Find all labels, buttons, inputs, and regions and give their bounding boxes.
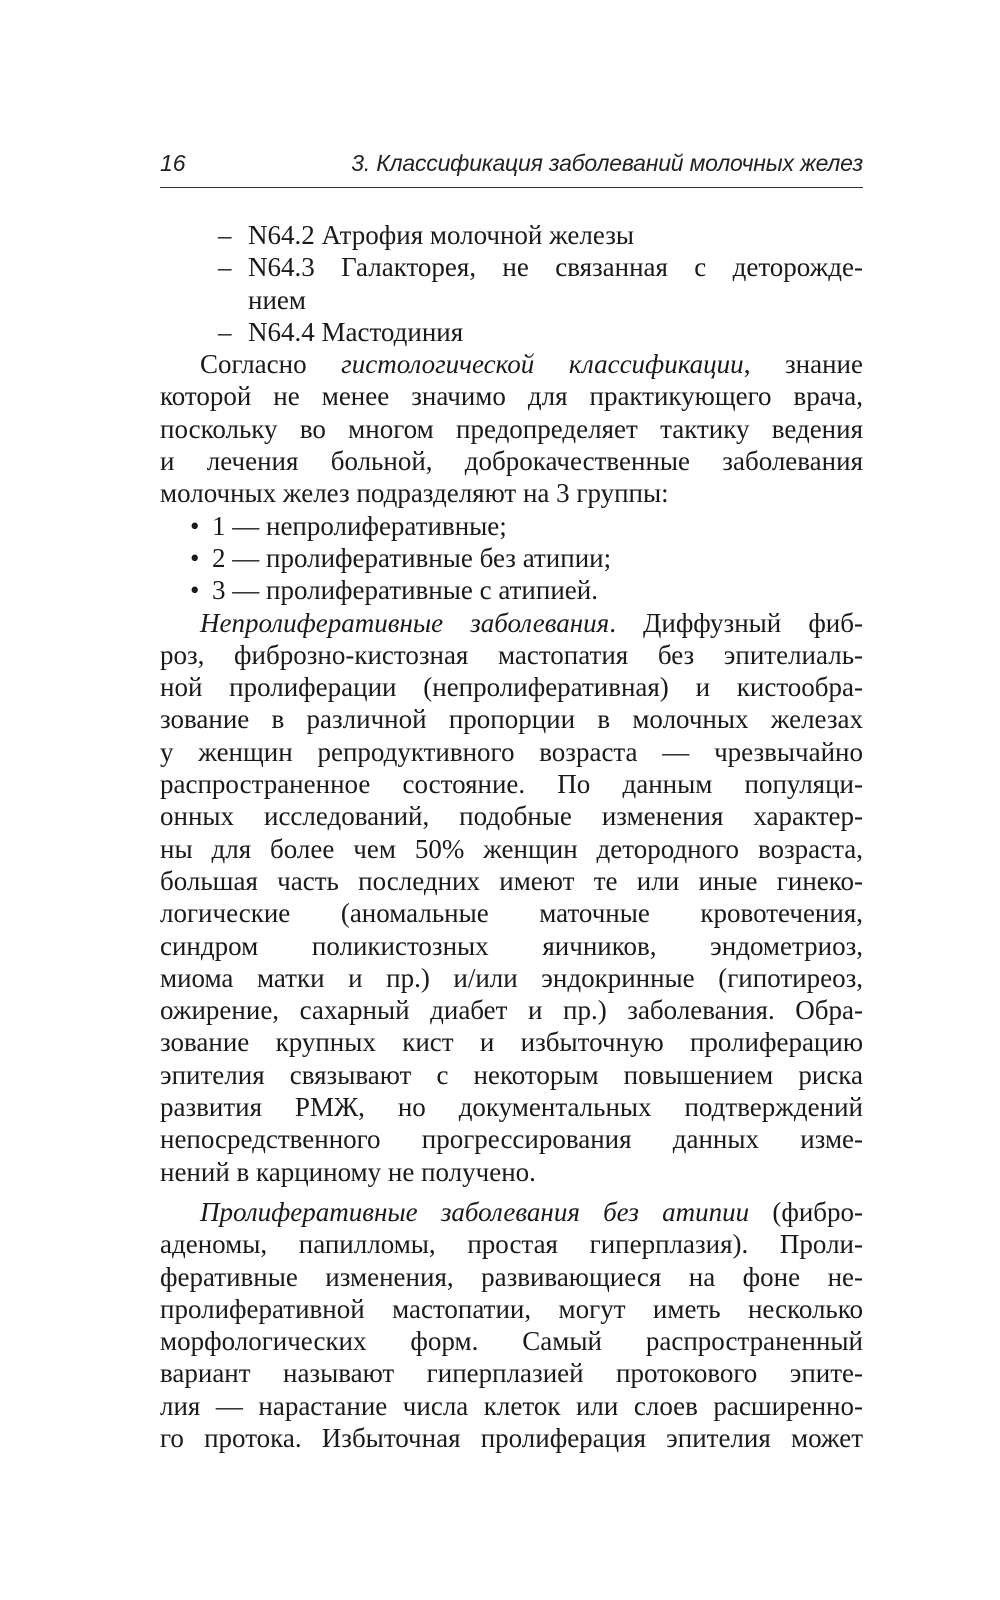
paragraph-line: и лечения больной, доброкачественные заболевания (160, 446, 863, 477)
paragraph-line: миома матки и пр.) и/или эндокринные (гипотиреоз, (160, 962, 863, 993)
dash-marker: – (218, 220, 232, 250)
list-item: – N64.4 Мастодиния (218, 316, 464, 347)
dash-marker: – (218, 316, 232, 347)
page-number: 16 (160, 150, 186, 176)
group-list (160, 510, 863, 607)
bullet-marker: • (190, 542, 200, 573)
paragraph-line: синдром поликистозных яичников, эндометриоз, (160, 930, 863, 961)
paragraph-line: ны для более чем 50% женщин детородного возраста, (160, 833, 863, 864)
bullet-item: • 3 — пролиферативные с атипией. (190, 575, 598, 606)
paragraph-line: Согласно гистологической классификации, знание (200, 349, 863, 380)
list-item: – N64.2 Атрофия молочной железы (218, 220, 635, 250)
paragraph-line: зование в различной пропорции в молочных железах (160, 704, 863, 735)
paragraph-line: го протока. Избыточная пролиферация эпителия может (160, 1422, 863, 1453)
icd-code-list (160, 219, 863, 348)
paragraph-line: аденомы, папилломы, простая гиперплазия). Проли- (160, 1229, 863, 1260)
paragraph-line: пролиферативной мастопатии, могут иметь несколько (160, 1293, 863, 1324)
paragraph-line: Непролиферативные заболевания. Диффузный фиб- (200, 607, 863, 638)
paragraph-line: морфологических форм. Самый распространенный (160, 1326, 863, 1357)
bullet-item: • 2 — пролиферативные без атипии; (190, 542, 612, 573)
paragraph-line: поскольку во многом предопределяет тактику ведения (160, 413, 863, 444)
paragraph-nonproliferative (160, 607, 863, 1188)
paragraph-proliferative (160, 1196, 863, 1454)
paragraph-line: распространенное состояние. По данным популяци- (160, 769, 863, 800)
running-head (160, 146, 863, 186)
bullet-marker: • (190, 575, 200, 606)
bullet-marker: • (190, 510, 200, 541)
chapter-title: 3. Классификация заболеваний молочных желез (351, 150, 863, 176)
dash-marker: – (218, 252, 232, 283)
list-item: – N64.3 Галакторея, не связанная с деторожде- (218, 252, 863, 283)
italic-term: Непролиферативные заболевания (200, 607, 610, 638)
paragraph-line: зование крупных кист и избыточную пролиферацию (160, 1027, 863, 1058)
paragraph-line: вариант называют гиперплазией протокового эпите- (160, 1358, 863, 1389)
paragraph-line: лия — нарастание числа клеток или слоев расширенно- (160, 1390, 863, 1421)
paragraph-line: логические (аномальные маточные кровотечения, (160, 898, 863, 929)
paragraph-gap (160, 1188, 863, 1196)
paragraph-line: феративные изменения, развивающиеся на фоне не- (160, 1261, 863, 1292)
paragraph-line: онных исследований, подобные изменения характер- (160, 801, 863, 832)
paragraph-line: непосредственного прогрессирования данных изме- (160, 1124, 863, 1155)
paragraph-line: развития РМЖ, но документальных подтверждений (160, 1092, 863, 1123)
paragraph-line: большая часть последних имеют те или иные гинеко- (160, 865, 863, 896)
paragraph-line: молочных желез подразделяют на 3 группы: (160, 478, 669, 509)
bullet-item: • 1 — непролиферативные; (190, 510, 507, 541)
paragraph-line: роз, фиброзно-кистозная мастопатия без эпителиаль- (160, 639, 863, 670)
paragraph-line: Пролиферативные заболевания без атипии (фибро- (200, 1196, 863, 1227)
paragraph-line: нений в карциному не получено. (160, 1156, 536, 1187)
body-text (160, 219, 863, 1454)
paragraph-line: ожирение, сахарный диабет и пр.) заболевания. Обра- (160, 995, 863, 1026)
paragraph-histological (160, 348, 863, 509)
header-rule (160, 187, 863, 188)
italic-term: гистологической классификации (341, 349, 744, 380)
paragraph-line: эпителия связывают с некоторым повышением риска (160, 1059, 863, 1090)
italic-term: Пролиферативные заболевания без атипии (200, 1196, 750, 1227)
paragraph-line: ной пролиферации (непролиферативная) и кистообра- (160, 672, 863, 703)
paragraph-line: у женщин репродуктивного возраста — чрезвычайно (160, 736, 863, 767)
list-item-continuation: нием (248, 284, 306, 315)
paragraph-line: которой не менее значимо для практикующего врача, (160, 381, 863, 412)
